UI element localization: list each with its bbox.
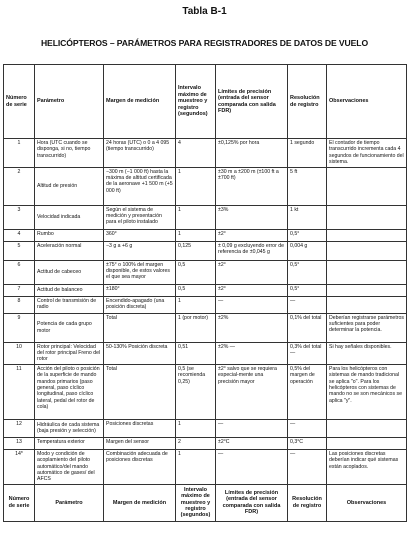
table-row [4,419,407,437]
cell-notes [327,167,407,205]
cell-n: 12 [4,419,35,437]
cell-resolution: 0,5° [288,229,327,241]
cell-interval: 0,51 [176,342,216,364]
cell-param: Rumbo [35,229,104,241]
cell-resolution: — [288,419,327,437]
cell-range: Combinación adecuada de posiciones discretas [104,449,176,484]
cell-param: Velocidad indicada [35,205,104,229]
cell-param: Hidráulica de cada sistema (baja presión y selección) [35,419,104,437]
cell-precision: ±2% — [216,342,288,364]
cell-interval: 1 [176,167,216,205]
cell-n: 6 [4,260,35,284]
table-footer-row [4,484,407,521]
cell-param: Actitud de balanceo [35,284,104,296]
cell-precision: ±2° [216,284,288,296]
cell-resolution: 0,3% del total — [288,342,327,364]
column-header: Límites de precisión (entrada del sensor comparada con salida FDR) [216,65,288,139]
table-row [4,167,407,205]
cell-n: 5 [4,241,35,260]
cell-range: −3 g a +6 g [104,241,176,260]
cell-interval: 1 [176,229,216,241]
cell-range: ±180° [104,284,176,296]
cell-interval: 1 (por motor) [176,313,216,342]
table-row [4,449,407,484]
cell-param: Rotor principal: Velocidad del rotor principal Freno del rotor [35,342,104,364]
table-row [4,364,407,419]
cell-notes [327,296,407,313]
cell-notes: Para los helicópteros con sistemas de mando tradicional se aplica "o". Para los helicópteros con sistemas de mando no se son mecánicos se aplica "y". [327,364,407,419]
cell-resolution: 0,3°C [288,437,327,449]
cell-n: 11 [4,364,35,419]
cell-resolution: 0,5° [288,284,327,296]
cell-n: 8 [4,296,35,313]
cell-interval: 0,125 [176,241,216,260]
cell-precision: ±30 m a ±200 m (±100 ft a ±700 ft) [216,167,288,205]
cell-resolution: — [288,449,327,484]
cell-param: Hora (UTC cuando se disponga, si no, tiempo transcurrido) [35,139,104,168]
cell-notes [327,260,407,284]
column-header: Parámetro [35,65,104,139]
cell-param: Altitud de presión [35,167,104,205]
cell-precision: — [216,449,288,484]
table-title: Tabla B-1 [182,6,227,17]
cell-notes: Si hay señales disponibles. [327,342,407,364]
cell-precision: ±3% [216,205,288,229]
cell-n: 14* [4,449,35,484]
table-header-row [4,65,407,139]
cell-precision: ±2° [216,229,288,241]
table-row [4,241,407,260]
cell-notes [327,419,407,437]
cell-notes [327,284,407,296]
table-row [4,205,407,229]
cell-range: Total [104,313,176,342]
cell-interval: 1 [176,205,216,229]
cell-interval: 1 [176,419,216,437]
cell-precision: ±2° salvo que se requiera especial-mente una precisión mayor [216,364,288,419]
cell-n: 10 [4,342,35,364]
cell-n: 1 [4,139,35,168]
cell-resolution: 5 ft [288,167,327,205]
cell-resolution: 1 segundo [288,139,327,168]
cell-param: Temperatura exterior [35,437,104,449]
column-footer: Número de serie [4,484,35,521]
column-footer: Resolución de registro [288,484,327,521]
cell-precision: ±2% [216,313,288,342]
cell-n: 3 [4,205,35,229]
table-row [4,229,407,241]
cell-precision: ± 0,09 g excluyendo error de referencia de ±0,045 g [216,241,288,260]
cell-range: Posiciones discretas [104,419,176,437]
cell-range: Margen del sensor [104,437,176,449]
cell-n: 4 [4,229,35,241]
table-row [4,342,407,364]
cell-resolution: 0,5% del margen de operación [288,364,327,419]
cell-param: Modo y condición de acoplamiento del piloto automático/del mando automático de gases/ del AFCS [35,449,104,484]
cell-precision: ±2°C [216,437,288,449]
column-header: Observaciones [327,65,407,139]
column-header: Margen de medición [104,65,176,139]
cell-range: ±75° o 100% del margen disponible, de estos valores el que sea mayor [104,260,176,284]
cell-notes: Deberían registrarse parámetros suficientes para poder determinar la potencia. [327,313,407,342]
table-row [4,260,407,284]
cell-param: Actitud de cabeceo [35,260,104,284]
cell-notes [327,241,407,260]
cell-resolution: 0,5° [288,260,327,284]
cell-range: −300 m (−1 000 ft) hasta la máxima de altitud certificada de la aeronave +1 500 m (+5 000 ft) [104,167,176,205]
column-header: Intervalo máximo de muestreo y registro (segundos) [176,65,216,139]
column-footer: Margen de medición [104,484,176,521]
cell-resolution: 0,1% del total [288,313,327,342]
cell-range: Según el sistema de medición y presentación para el piloto instalado [104,205,176,229]
table-row [4,313,407,342]
cell-interval: 1 [176,296,216,313]
cell-n: 13 [4,437,35,449]
cell-range: 50-130% Posición discreta [104,342,176,364]
cell-interval: 0,5 (se recomienda 0,25) [176,364,216,419]
cell-precision: — [216,419,288,437]
cell-precision: ±0,125% por hora [216,139,288,168]
cell-param: Potencia de cada grupo motor [35,313,104,342]
cell-range: Total [104,364,176,419]
cell-interval: 4 [176,139,216,168]
cell-param: Control de transmisión de radio [35,296,104,313]
cell-notes [327,437,407,449]
cell-range: Encendido-apagado (una posición discreta) [104,296,176,313]
cell-range: 24 horas (UTC) o 0 a 4 095 (tiempo transcurrido) [104,139,176,168]
table-row [4,139,407,168]
cell-notes [327,205,407,229]
column-footer: Observaciones [327,484,407,521]
cell-resolution: 0,004 g [288,241,327,260]
cell-precision: ±2° [216,260,288,284]
cell-notes [327,229,407,241]
table-row [4,284,407,296]
column-header: Resolución de registro [288,65,327,139]
table-row [4,296,407,313]
column-footer: Intervalo máximo de muestreo y registro (segundos) [176,484,216,521]
cell-param: Acción del piloto o posición de la superficie de mando mandos primarios (paso general, paso cíclico longitudinal, paso cíclico lateral, pedal del rotor de cola) [35,364,104,419]
table-row [4,437,407,449]
cell-range: 360° [104,229,176,241]
cell-interval: 2 [176,437,216,449]
column-header: Número de serie [4,65,35,139]
cell-interval: 0,5 [176,260,216,284]
cell-interval: 1 [176,449,216,484]
cell-n: 9 [4,313,35,342]
cell-precision: — [216,296,288,313]
cell-resolution: — [288,296,327,313]
column-footer: Parámetro [35,484,104,521]
cell-param: Aceleración normal [35,241,104,260]
cell-notes: Las posiciones discretas deberían indicar qué sistemas están acoplados. [327,449,407,484]
table-heading: HELICÓPTEROS – PARÁMETROS PARA REGISTRADORES DE DATOS DE VUELO [40,38,369,48]
cell-resolution: 1 kt [288,205,327,229]
cell-notes: El contador de tiempo transcurrido incrementa cada 4 segundos de funcionamiento del sistema. [327,139,407,168]
cell-n: 7 [4,284,35,296]
parameters-table [3,64,407,522]
cell-interval: 0,5 [176,284,216,296]
column-footer: Límites de precisión (entrada del sensor comparada con salida FDR) [216,484,288,521]
cell-n: 2 [4,167,35,205]
